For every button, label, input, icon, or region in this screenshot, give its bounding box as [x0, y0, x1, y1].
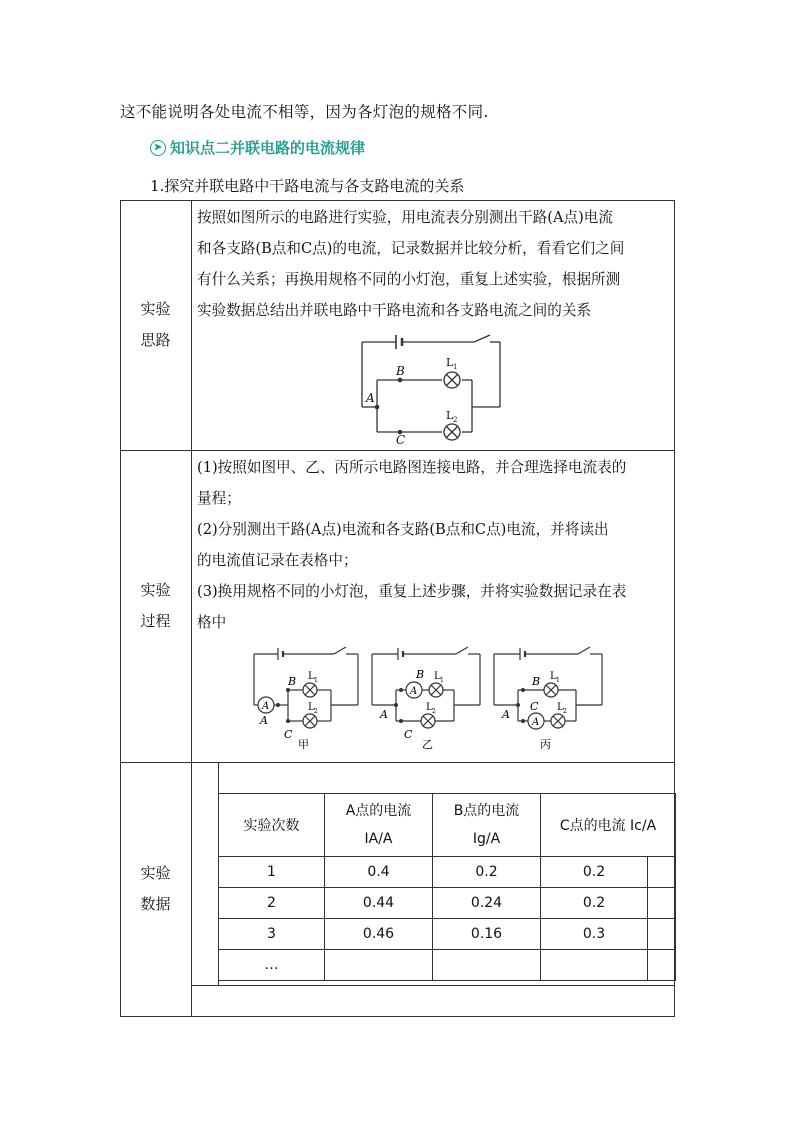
svg-text:B: B	[532, 675, 541, 688]
section-title: 1.探究并联电路中干路电流与各支路电流的关系	[150, 177, 465, 195]
row-label-data: 实验 数据	[140, 864, 171, 913]
svg-text:丙: 丙	[540, 738, 551, 751]
table-cell	[433, 950, 541, 981]
table-cell	[648, 857, 676, 888]
table-cell	[325, 950, 433, 981]
table-row	[219, 919, 676, 950]
process-text: (1)按照如图甲、乙、丙所示电路图连接电路，并合理选择电流表的 量程； (2)分别测出干路(A点)电流和各支路(B点和C点)电流，并将读出 的电流值记录在表格中； (3)换用规格不同的小灯泡，重复上述步骤，并将实验数据记录在表 格中	[197, 459, 627, 631]
table-cell	[648, 888, 676, 919]
svg-text:A: A	[502, 708, 510, 721]
table-cell: 1	[219, 857, 325, 888]
circuit-diagram-jia	[246, 642, 366, 754]
svg-text:L: L	[550, 671, 557, 682]
header-cell: 实验次数	[219, 794, 325, 857]
svg-text:L: L	[557, 702, 564, 713]
table-cell: 0.44	[325, 888, 433, 919]
table-cell: 0.46	[325, 919, 433, 950]
table-cell: 0.2	[433, 857, 541, 888]
table-cell	[648, 950, 676, 981]
arrow-circle-icon: ➤	[150, 140, 166, 156]
svg-text:甲: 甲	[298, 738, 309, 751]
circuit-diagram-bing	[490, 642, 610, 754]
svg-text:B: B	[288, 675, 297, 688]
svg-text:A: A	[260, 714, 268, 727]
header-cell: B点的电流 Ig/A	[433, 794, 541, 857]
table-cell: 0.3	[541, 919, 648, 950]
table-cell: 2	[219, 888, 325, 919]
svg-text:A: A	[366, 391, 375, 405]
table-cell: …	[219, 950, 325, 981]
table-cell: 0.16	[433, 919, 541, 950]
svg-text:L: L	[426, 702, 433, 713]
svg-text:A: A	[532, 717, 540, 728]
table-header-row	[219, 794, 676, 857]
svg-text:A: A	[410, 686, 418, 697]
svg-text:B: B	[396, 364, 405, 378]
knowledge-point-heading	[150, 137, 365, 158]
table-cell	[541, 950, 648, 981]
table-cell: 0.4	[325, 857, 433, 888]
svg-text:C: C	[404, 728, 413, 741]
header-cell: A点的电流 IA/A	[325, 794, 433, 857]
svg-text:C: C	[284, 728, 293, 741]
circuit-diagram-yi	[368, 642, 488, 754]
svg-text:L: L	[446, 356, 454, 369]
knowledge-point-title: 知识点二并联电路的电流规律	[170, 139, 366, 157]
svg-text:L: L	[434, 671, 441, 682]
svg-text:A: A	[262, 701, 270, 712]
svg-text:L: L	[446, 409, 454, 422]
svg-text:1: 1	[314, 677, 318, 684]
header-cell: C点的电流 Ic/A	[541, 794, 676, 857]
row-label-process: 实验 过程	[140, 581, 171, 630]
table-cell: 0.24	[433, 888, 541, 919]
row-label-idea: 实验 思路	[140, 300, 171, 349]
table-row	[219, 888, 676, 919]
svg-text:L: L	[308, 702, 315, 713]
data-table	[218, 793, 676, 981]
table-cell	[648, 919, 676, 950]
svg-text:A: A	[380, 708, 388, 721]
svg-text:2: 2	[563, 708, 567, 715]
table-cell: 0.2	[541, 888, 648, 919]
svg-text:1: 1	[440, 677, 444, 684]
parallel-circuit-diagram	[352, 330, 502, 445]
svg-text:2: 2	[432, 708, 436, 715]
table-row	[219, 857, 676, 888]
table-cell: 0.2	[541, 857, 648, 888]
svg-text:C: C	[396, 433, 406, 445]
table-cell: 3	[219, 919, 325, 950]
svg-text:乙: 乙	[422, 738, 433, 751]
svg-text:2: 2	[453, 416, 458, 424]
svg-text:C: C	[530, 700, 539, 713]
svg-text:1: 1	[556, 677, 560, 684]
svg-text:1: 1	[453, 363, 458, 371]
intro-text: 这不能说明各处电流不相等，因为各灯泡的规格不同.	[120, 103, 489, 121]
table-row	[219, 950, 676, 981]
svg-text:B: B	[416, 668, 425, 681]
svg-text:L: L	[308, 671, 315, 682]
idea-text: 按照如图所示的电路进行实验，用电流表分别测出干路(A点)电流 和各支路(B点和C点)的电流，记录数据并比较分析，看看它们之间 有什么关系；再换用规格不同的小灯泡，重复上述实验，根据所测 实验数据总结出并联电路中干路电流和各支路电流之间的关系	[197, 209, 625, 319]
svg-text:2: 2	[314, 708, 318, 715]
